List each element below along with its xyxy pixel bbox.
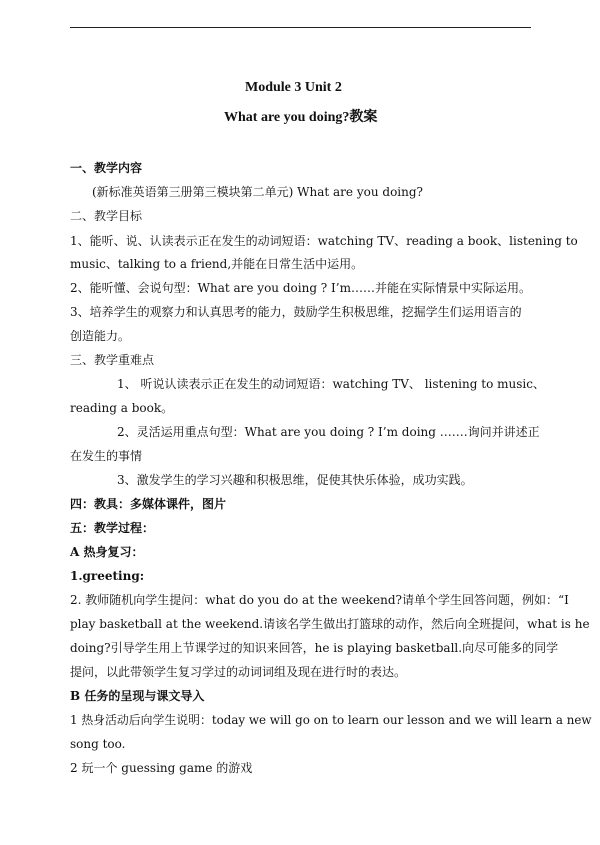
text-line: 2、能听懂、会说句型：What are you doing ? I’m……并能在实际情景中实际运用。 [70,281,531,295]
subsection-heading-presentation: B 任务的呈现与课文导入 [70,689,205,703]
text-line: 1、 听说认读表示正在发生的动词短语：watching TV、 listening to music、 [117,377,545,391]
text-line: 创造能力。 [70,329,131,343]
text-line: song too. [70,737,126,751]
text-line: 2. 教师随机向学生提问：what do you do at the weekend?请单个学生回答问题，例如：“I [70,593,569,607]
header-rule [70,27,531,28]
text-line: (新标准英语第三册第三模块第二单元) What are you doing? [92,185,423,199]
section-heading-goals: 二、教学目标 [70,209,143,223]
text-line: 3、培养学生的观察力和认真思考的能力，鼓励学生积极思维，挖掘学生们运用语言的 [70,305,522,319]
page-subtitle: What are you doing?教案 [224,110,378,125]
page-title: Module 3 Unit 2 [245,80,342,95]
step-greeting: 1.greeting: [70,569,145,583]
text-line: 提问，以此带领学生复习学过的动词词组及现在进行时的表达。 [70,665,407,679]
text-line: play basketball at the weekend.请该名学生做出打篮球的动作，然后向全班提问，what is he [70,617,590,631]
text-line: music、talking to a friend,并能在日常生活中运用。 [70,257,364,271]
subsection-heading-warmup: A 热身复习： [70,545,144,559]
text-line: doing?引导学生用上节课学过的知识来回答，he is playing basketball.向尽可能多的同学 [70,641,559,655]
text-line: 在发生的事情 [70,449,143,463]
section-heading-tools: 四：教具：多媒体课件，图片 [70,497,227,511]
text-line: 3、激发学生的学习兴趣和积极思维，促使其快乐体验，成功实践。 [117,473,473,487]
section-heading-keypoints: 三、教学重难点 [70,353,155,367]
text-line: 1 热身活动后向学生说明：today we will go on to learn our lesson and we will learn a new [70,713,592,727]
text-line: 2、灵活运用重点句型：What are you doing ? I’m doing …….询问并讲述正 [117,425,540,439]
section-heading-process: 五：教学过程： [70,521,155,535]
text-line: 2 玩一个 guessing game 的游戏 [70,761,253,775]
text-line: 1、能听、说、认读表示正在发生的动词短语：watching TV、reading a book、listening to [70,234,578,248]
text-line: reading a book。 [70,401,174,415]
section-heading-content: 一、教学内容 [70,161,143,175]
